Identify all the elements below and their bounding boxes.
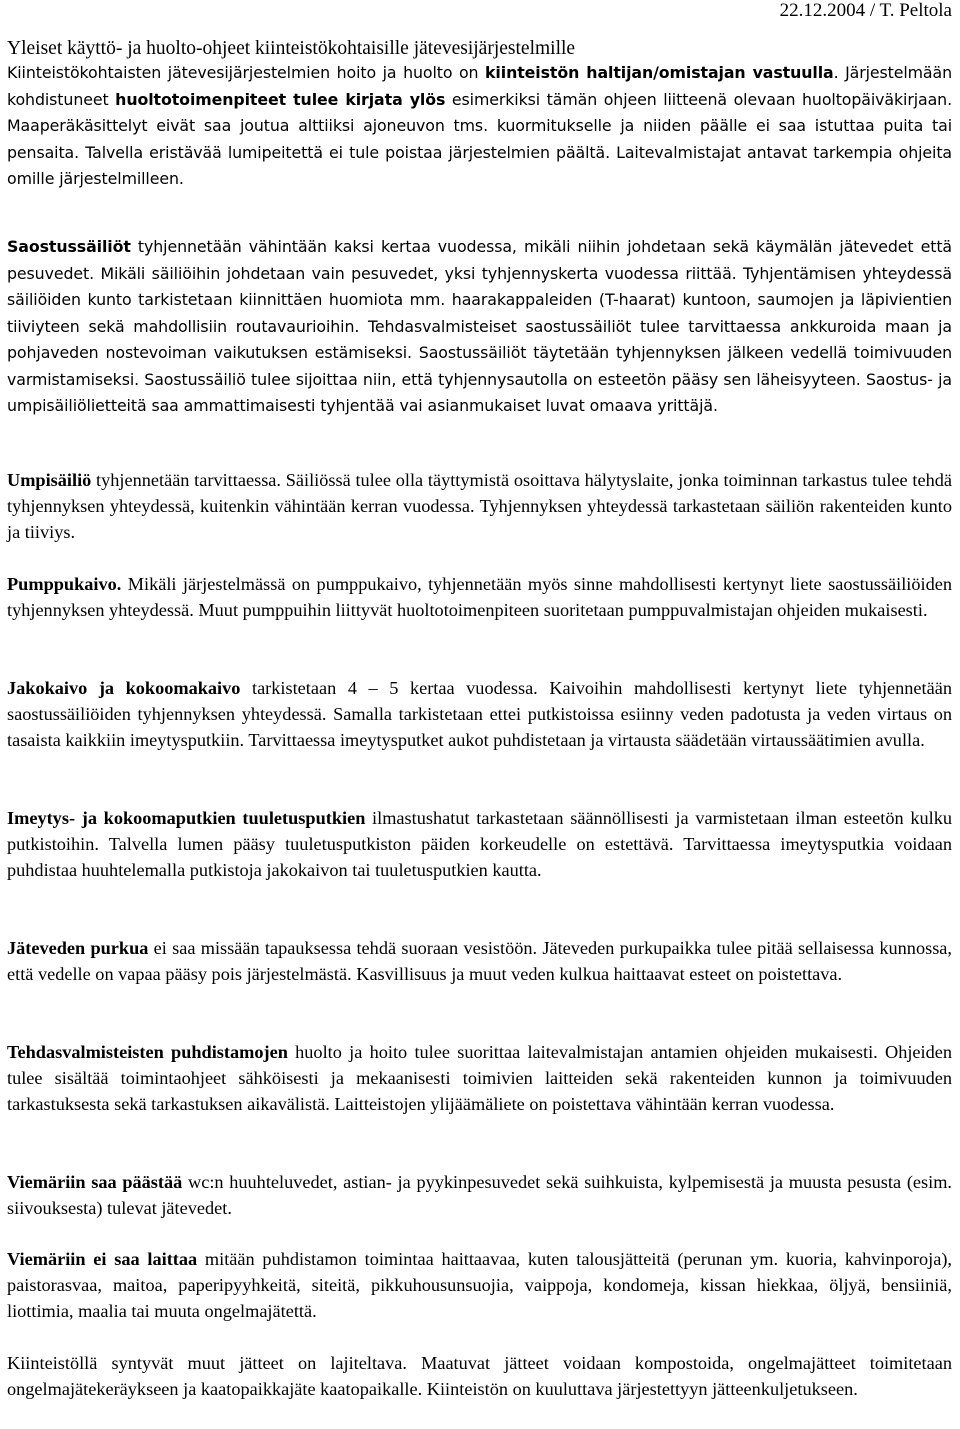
intro-text-1: Kiinteistökohtaisten jätevesijärjestelmien hoito ja huolto on	[7, 63, 486, 82]
muut-jatteet-body: Kiinteistöllä syntyvät muut jätteet on lajiteltava. Maatuvat jätteet voidaan kompostoida, ongelmajätteet toimitetaan ongelmajätekeräykseen ja kaatopaikkajäte kaatopaikalle. Kiinteistön on kuuluttava järjestettyyn jätteenkuljetukseen.	[7, 1353, 952, 1399]
purku-paragraph	[7, 935, 952, 987]
date-author: 22.12.2004 / T. Peltola	[779, 0, 952, 21]
intro-paragraph	[7, 60, 952, 193]
viemariin-ei-saa-paragraph	[7, 1246, 952, 1324]
intro-bold-2: huoltotoimenpiteet tulee kirjata ylös	[115, 89, 446, 109]
viemariin-ei-saa-heading: Viemäriin ei saa laittaa	[7, 1249, 198, 1269]
saostussailiot-heading: Saostussäiliöt	[7, 237, 131, 256]
viemariin-saa-paragraph	[7, 1169, 952, 1221]
tuuletusputket-heading: Imeytys- ja kokoomaputkien tuuletusputkien	[7, 808, 366, 828]
saostussailiot-body: tyhjennetään vähintään kaksi kertaa vuodessa, mikäli niihin johdetaan sekä käymälän jätevedet että pesuvedet. Mikäli säiliöihin johdetaan vain pesuvedet, yksi tyhjennyskerta vuodessa riittää. Tyhjentämisen yhteydessä säiliöiden kunto tarkistetaan kiinnittäen huomiota mm. haarakappaleiden (T-haarat) kuntoon, saumojen ja läpivientien tiiviyteen sekä mahdollisiin routavaurioihin. Tehdasvalmisteiset saostussäiliöt tulee tarvittaessa ankkuroida maan ja pohjaveden nostevoiman vaikutuksen estämiseksi. Saostussäiliöt täytetään tyhjennyksen jälkeen vedellä toimivuuden varmistamiseksi. Saostussäiliö tulee sijoittaa niin, että tyhjennysautolla on esteetön pääsy sen läheisyyteen. Saostus- ja umpisäiliölietteitä saa ammattimaisesti tyhjentää vai asianmukaiset luvat omaava yrittäjä.	[7, 237, 952, 415]
tehdasvalmisteiset-paragraph	[7, 1039, 952, 1117]
umpisailio-heading: Umpisäiliö	[7, 470, 92, 490]
tehdasvalmisteiset-heading: Tehdasvalmisteisten puhdistamojen	[7, 1042, 288, 1062]
pumppukaivo-heading: Pumppukaivo.	[7, 574, 122, 594]
purku-heading: Jäteveden purkua	[7, 938, 149, 958]
muut-jatteet-paragraph	[7, 1350, 952, 1402]
tuuletusputket-paragraph	[7, 805, 952, 883]
pumppukaivo-paragraph	[7, 571, 952, 623]
intro-bold-1: kiinteistön haltijan/omistajan vastuulla	[485, 63, 834, 82]
viemariin-ei-saa-body: mitään puhdistamon toimintaa haittaavaa, kuten talousjätteitä (perunan ym. kuoria, kahvinporoja), paistorasvaa, maitoa, paperipyyhkeitä, siteitä, pikkuhousunsuojia, vaippoja, kondomeja, kissan hiekkaa, öljyä, bensiiniä, liottimia, maalia tai muuta ongelmajätettä.	[7, 1249, 952, 1321]
saostussailiot-paragraph	[7, 234, 952, 420]
viemariin-saa-heading: Viemäriin saa päästää	[7, 1172, 183, 1192]
jakokaivo-body: tarkistetaan 4 – 5 kertaa vuodessa. Kaivoihin mahdollisesti kertynyt liete tyhjennetään saostussäiliöiden tyhjennyksen yhteydessä. Samalla tarkistetaan ettei putkistoissa esiinny veden padotusta ja veden virtaus on tasaista kaikkiin imeytysputkiin. Tarvittaessa imeytysputket aukot puhdistetaan ja virtausta säädetään virtaussäätimien avulla.	[7, 678, 952, 750]
intro-text-2: . Järjestelmään kohdistuneet	[7, 63, 953, 109]
umpisailio-body: tyhjennetään tarvittaessa. Säiliössä tulee olla täyttymistä osoittava hälytyslaite, jonka toiminnan tarkastus tulee tehdä tyhjennyksen yhteydessä, kuitenkin vähintään kerran vuodessa. Tyhjennyksen yhteydessä tarkastetaan säiliön rakenteiden kunto ja tiiviys.	[7, 470, 952, 542]
tuuletusputket-body: ilmastushatut tarkastetaan säännöllisesti ja varmistetaan ilman esteetön kulku putkistoihin. Talvella lumen pääsy tuuletusputkiston päiden korkeudelle on estettävä. Tarvittaessa imeytysputkia voidaan puhdistaa huuhtelemalla putkistoja jakokaivon tai tuuletusputkien kautta.	[7, 808, 952, 880]
purku-body: ei saa missään tapauksessa tehdä suoraan vesistöön. Jäteveden purkupaikka tulee pitää sellaisessa kunnossa, että vedelle on vapaa pääsy pois järjestelmästä. Kasvillisuus ja muut veden kulkua haittaavat esteet on poistettava.	[7, 938, 952, 984]
jakokaivo-heading: Jakokaivo ja kokoomakaivo	[7, 678, 241, 698]
page-title: Yleiset käyttö- ja huolto-ohjeet kiinteistökohtaisille jätevesijärjestelmille	[7, 38, 576, 59]
intro-text-3: esimerkiksi tämän ohjeen liitteenä olevaan huoltopäiväkirjaan. Maaperäkäsittelyt eivät saa joutua alttiiksi ajoneuvon tms. kuormitukselle ja niiden päälle ei saa istuttaa puita tai pensaita. Talvella eristävää lumipeitettä ei tule poistaa järjestelmien päältä. Laitevalmistajat antavat tarkempia ohjeita omille järjestelmilleen.	[7, 89, 952, 188]
jakokaivo-paragraph	[7, 675, 952, 753]
tehdasvalmisteiset-body: huolto ja hoito tulee suorittaa laitevalmistajan antamien ohjeiden mukaisesti. Ohjeiden tulee sisältää toimintaohjeet sähköisesti ja mekaanisesti toimivien laitteiden sekä rakenteiden kunnon ja toimivuuden tarkastuksesta sekä tarkastuksen aikavälistä. Laitteistojen ylijäämäliete on poistettava vähintään kerran vuodessa.	[7, 1042, 953, 1114]
viemariin-saa-body: wc:n huuhteluvedet, astian- ja pyykinpesuvedet sekä suihkuista, kylpemisestä ja muusta pesusta (esim. siivouksesta) tulevat jätevedet.	[7, 1172, 953, 1218]
pumppukaivo-body: Mikäli järjestelmässä on pumppukaivo, tyhjennetään myös sinne mahdollisesti kertynyt liete saostussäiliöiden tyhjennyksen yhteydessä. Muut pumppuihin liittyvät huoltotoimenpiteen suoritetaan pumppuvalmistajan ohjeiden mukaisesti.	[7, 574, 952, 620]
umpisailio-paragraph	[7, 467, 952, 545]
